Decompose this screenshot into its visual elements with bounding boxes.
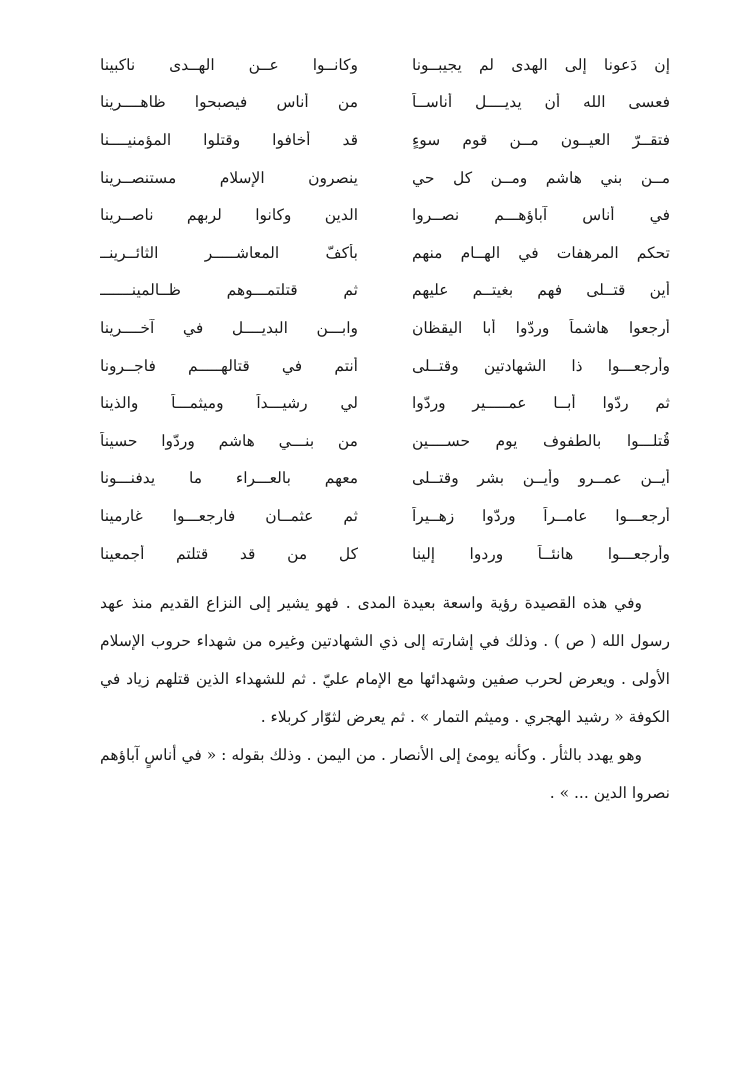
verse-first-hemistich: أرجعـــوا عامــراً وردّوا زهــيراً <box>412 506 670 525</box>
verse-line <box>100 234 670 272</box>
verse-first-hemistich: وأرجعـــوا هانئــاً وردوا إلينا <box>412 544 670 563</box>
verse-second-hemistich: ينصرون الإسلام مستنصــرينا <box>100 168 358 187</box>
verse-first-hemistich: فتقــرّ العيــون مــن قوم سوءٍ <box>412 130 670 149</box>
verse-second-hemistich: أنتم في قتالهـــــم فاجــرونا <box>100 356 358 375</box>
verse-line <box>100 497 670 535</box>
verse-first-hemistich: مــن بني هاشمٍ ومــن كل حيٍ <box>412 168 670 187</box>
commentary-paragraph <box>100 736 670 812</box>
commentary-block <box>100 584 670 812</box>
verse-first-hemistich: وأرجعـــوا ذا الشهادتين وقتــلى <box>412 356 670 375</box>
verse-first-hemistich: ثم ردّوا أبــا عمـــــير وردّوا <box>412 394 670 413</box>
verse-line <box>100 422 670 460</box>
verse-first-hemistich: قُتلـــوا بالطفوف يوم حســــين <box>412 431 670 450</box>
verse-second-hemistich: بأكفّ المعاشـــــر الثائــرينــ <box>100 243 358 262</box>
paragraph-text: وهو يهدد بالثأر . وكأنه يومئ إلى الأنصار . من اليمن . وذلك بقوله : « في أناسٍ آباؤهم نصروا الدين ... » . <box>100 746 670 802</box>
verse-line <box>100 460 670 498</box>
verse-second-hemistich: وابـــن البديــــل في آخــــرينا <box>100 318 358 337</box>
commentary-paragraph <box>100 584 670 736</box>
verse-second-hemistich: وكانــوا عــن الهــدى ناكبينا <box>100 55 358 74</box>
poem-block <box>100 46 670 572</box>
verse-second-hemistich: من أناس فيصبحوا ظاهــــرينا <box>100 93 358 112</box>
verse-second-hemistich: قد أخافوا وقتلوا المؤمنيــــنا <box>100 130 358 149</box>
verse-second-hemistich: الدين وكانوا لربهم ناصــرينا <box>100 206 358 225</box>
verse-second-hemistich: لي رشيـــداً وميثمـــاً والذينا <box>100 394 358 413</box>
verse-first-hemistich: فعسى الله أن يديــــل أناســاً <box>412 93 670 112</box>
verse-first-hemistich: أيــن عمــرو وأيــن بشر وقتــلى <box>412 469 670 488</box>
verse-line <box>100 309 670 347</box>
verse-first-hemistich: أين قتــلى فهم بغيتــم عليهم <box>412 281 670 300</box>
verse-first-hemistich: في أناسٍ آباؤهـــم نصــروا <box>412 206 670 225</box>
verse-second-hemistich: ثم عثمــان فارجعـــوا غارمينا <box>100 506 358 525</box>
verse-second-hemistich: ثم قتلتمـــوهم ظــالمينـــــــ <box>100 281 358 300</box>
verse-line <box>100 121 670 159</box>
verse-first-hemistich: أرجعوا هاشماً وردّوا أبا اليقظان <box>412 318 670 337</box>
paragraph-text: وفي هذه القصيدة رؤية واسعة بعيدة المدى . فهو يشير إلى النزاع القديم منذ عهد رسول الله ( ص ) . وذلك في إشارته إلى ذي الشهادتين وغيره من شهداء حروب الإسلام الأولى . ويعرض لحرب صفين وشهدائها مع الإمام عليّ . ثم للشهداء الذين قتلهم زياد في الكوفة « رشيد الهجري . وميثم التمار » . ثم يعرض لثوّار كربلاء . <box>100 594 670 726</box>
verse-first-hemistich: تحكم المرهفات في الهــام منهم <box>412 243 670 262</box>
verse-second-hemistich: كل من قد قتلتم أجمعينا <box>100 544 358 563</box>
verse-line <box>100 347 670 385</box>
verse-line <box>100 535 670 573</box>
verse-line <box>100 84 670 122</box>
verse-line <box>100 196 670 234</box>
verse-line <box>100 159 670 197</box>
verse-line <box>100 384 670 422</box>
verse-second-hemistich: معهم بالعـــراء ما يدفنـــونا <box>100 469 358 488</box>
verse-line <box>100 272 670 310</box>
verse-second-hemistich: من بنـــي هاشم وردّوا حسيناً <box>100 431 358 450</box>
verse-first-hemistich: إن دَعونا إلى الهدى لم يجيبــونا <box>412 55 670 74</box>
verse-line <box>100 46 670 84</box>
